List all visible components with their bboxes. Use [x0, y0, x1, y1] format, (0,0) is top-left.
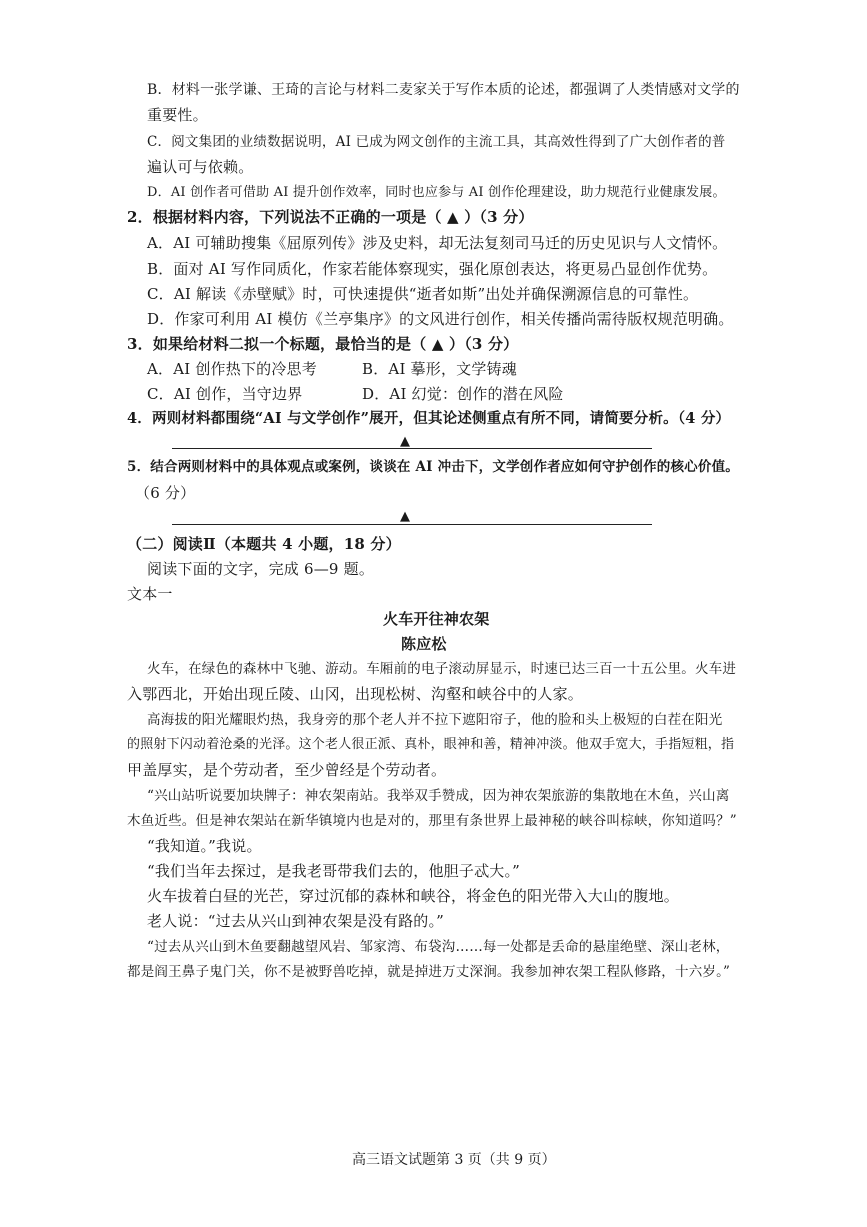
q2-option-c: C．AI 解读《赤壁赋》时，可快速提供“逝者如斯”出处并确保溯源信息的可靠性。 [147, 285, 699, 303]
paragraph-8-line2: 都是阎王鼻子鬼门关，你不是被野兽吃掉，就是掉进万丈深涧。我参加神农架工程队修路，十六岁。” [127, 964, 731, 980]
question-5-line2: （6 分） [135, 484, 196, 502]
story-author: 陈应松 [401, 635, 447, 653]
answer-marker-q5: ▲ [400, 509, 410, 524]
q3-option-d: D．AI 幻觉：创作的潜在风险 [362, 385, 564, 403]
question-4: 4．两则材料都围绕“AI 与文学创作”展开，但其论述侧重点有所不同，请简要分析。（4 分） [127, 410, 731, 427]
answer-line-q4 [172, 448, 652, 449]
q3-option-a: A．AI 创作热下的冷思考 [147, 360, 317, 378]
paragraph-2-line1: 高海拔的阳光耀眼灼热，我身旁的那个老人并不拉下遮阳帘子，他的脸和头上极短的白茬在阳光 [147, 712, 723, 728]
text-one-label: 文本一 [127, 585, 173, 603]
q2-option-a: A．AI 可辅助搜集《屈原列传》涉及史料，却无法复刻司马迁的历史见识与人文情怀。 [147, 234, 728, 252]
question-5-line1: 5．结合两则材料中的具体观点或案例，谈谈在 AI 冲击下，文学创作者应如何守护创作的核心价值。 [127, 459, 739, 475]
story-title: 火车开往神农架 [383, 610, 490, 628]
question-3: 3．如果给材料二拟一个标题，最恰当的是（ ▲ ）（3 分） [127, 335, 519, 353]
answer-marker-q4: ▲ [400, 434, 410, 449]
q1-option-b-line1: B．材料一张学谦、王琦的言论与材料二麦家关于写作本质的论述，都强调了人类情感对文学的 [147, 82, 740, 98]
question-2: 2．根据材料内容，下列说法不正确的一项是（ ▲ ）（3 分） [127, 208, 534, 226]
answer-line-q5 [172, 524, 652, 525]
paragraph-2-line3: 甲盖厚实，是个劳动者，至少曾经是个劳动者。 [127, 761, 447, 779]
paragraph-3-line1: “兴山站听说要加块牌子：神农架南站。我举双手赞成，因为神农架旅游的集散地在木鱼，兴山离 [147, 788, 730, 804]
page-footer: 高三语文试题第 3 页（共 9 页） [352, 1152, 556, 1168]
paragraph-1-line1: 火车，在绿色的森林中飞驰、游动。车厢前的电子滚动屏显示，时速已达三百一十五公里。火车进 [147, 661, 737, 677]
paragraph-2-line2: 的照射下闪动着沧桑的光泽。这个老人很正派、真朴，眼神和善，精神冲淡。他双手宽大，手指短粗，指 [127, 737, 735, 752]
q1-option-c-line2: 遍认可与依赖。 [147, 158, 254, 176]
paragraph-4: “我知道。”我说。 [147, 837, 262, 855]
paragraph-7: 老人说：“过去从兴山到神农架是没有路的。” [147, 912, 445, 930]
section-heading-reading-2: （二）阅读Ⅱ（本题共 4 小题，18 分） [127, 535, 401, 553]
paragraph-8-line1: “过去从兴山到木鱼要翻越望风岩、邹家湾、布袋沟……每一处都是丢命的悬崖绝壁、深山老林， [147, 939, 730, 955]
paragraph-3-line2: 木鱼近些。但是神农架站在新华镇境内也是对的，那里有条世界上最神秘的峡谷叫棕峡，你知道吗？” [127, 813, 737, 829]
paragraph-1-line2: 入鄂西北，开始出现丘陵、山冈，出现松树、沟壑和峡谷中的人家。 [127, 685, 584, 703]
paragraph-5: “我们当年去探过，是我老哥带我们去的，他胆子忒大。” [147, 862, 521, 880]
q1-option-d: D．AI 创作者可借助 AI 提升创作效率，同时也应参与 AI 创作伦理建设，助力规范行业健康发展。 [147, 185, 726, 200]
q2-option-b: B．面对 AI 写作同质化，作家若能体察现实，强化原创表达，将更易凸显创作优势。 [147, 260, 718, 278]
q3-option-c: C．AI 创作，当守边界 [147, 385, 303, 403]
paragraph-6: 火车拔着白昼的光芒，穿过沉郁的森林和峡谷，将金色的阳光带入大山的腹地。 [147, 887, 680, 905]
q1-option-b-line2: 重要性。 [147, 106, 208, 124]
q2-option-d: D．作家可利用 AI 模仿《兰亭集序》的文风进行创作，相关传播尚需待版权规范明确。 [147, 310, 734, 328]
q1-option-c-line1: C．阅文集团的业绩数据说明，AI 已成为网文创作的主流工具，其高效性得到了广大创作者的普 [147, 134, 726, 150]
q3-option-b: B．AI 摹形，文学铸魂 [362, 360, 517, 378]
reading-instruction: 阅读下面的文字，完成 6—9 题。 [147, 560, 375, 578]
